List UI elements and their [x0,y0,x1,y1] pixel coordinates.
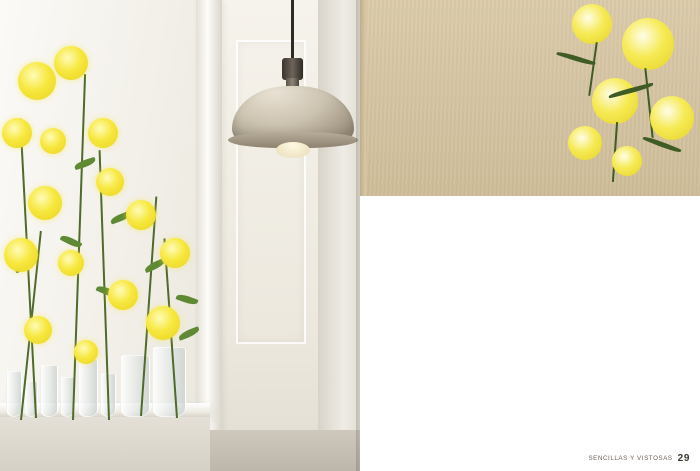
glass-bottle [6,371,22,417]
kraft-paper-header [360,0,700,196]
door-panel [222,0,318,471]
lamp-cord [291,0,294,62]
paper-flower-bloom [58,250,84,276]
paper-flower-bloom [18,62,56,100]
paper-flower-bloom [24,316,52,344]
page-footer [588,453,690,464]
paper-flower-bloom [2,118,32,148]
glass-bottle [40,365,58,417]
paper-flower-bloom [54,46,88,80]
torn-paper-edge [360,0,366,196]
glass-bottle [78,359,98,417]
paper-flower-bloom [126,200,156,230]
door-frame [196,0,222,471]
paper-flower-bloom [40,128,66,154]
paper-flower-bloom [108,280,138,310]
glass-jar [152,347,186,417]
floor [210,430,360,471]
page-number: 29 [677,453,690,464]
paper-flower-bloom [146,306,180,340]
paper-flower-bloom [88,118,118,148]
mantel-front [0,417,210,471]
door-edge [318,0,360,471]
footer-section-label: SENCILLAS Y VISTOSAS [588,455,673,462]
paper-flower-bloom [28,186,62,220]
paper-flower-bloom [74,340,98,364]
paper-flower-bloom [4,238,38,272]
right-text-page [360,0,700,471]
lamp-bulb [276,142,310,158]
lamp-socket [282,58,303,80]
paper-flower-bloom [160,238,190,268]
paper-flower-bloom [96,168,124,196]
